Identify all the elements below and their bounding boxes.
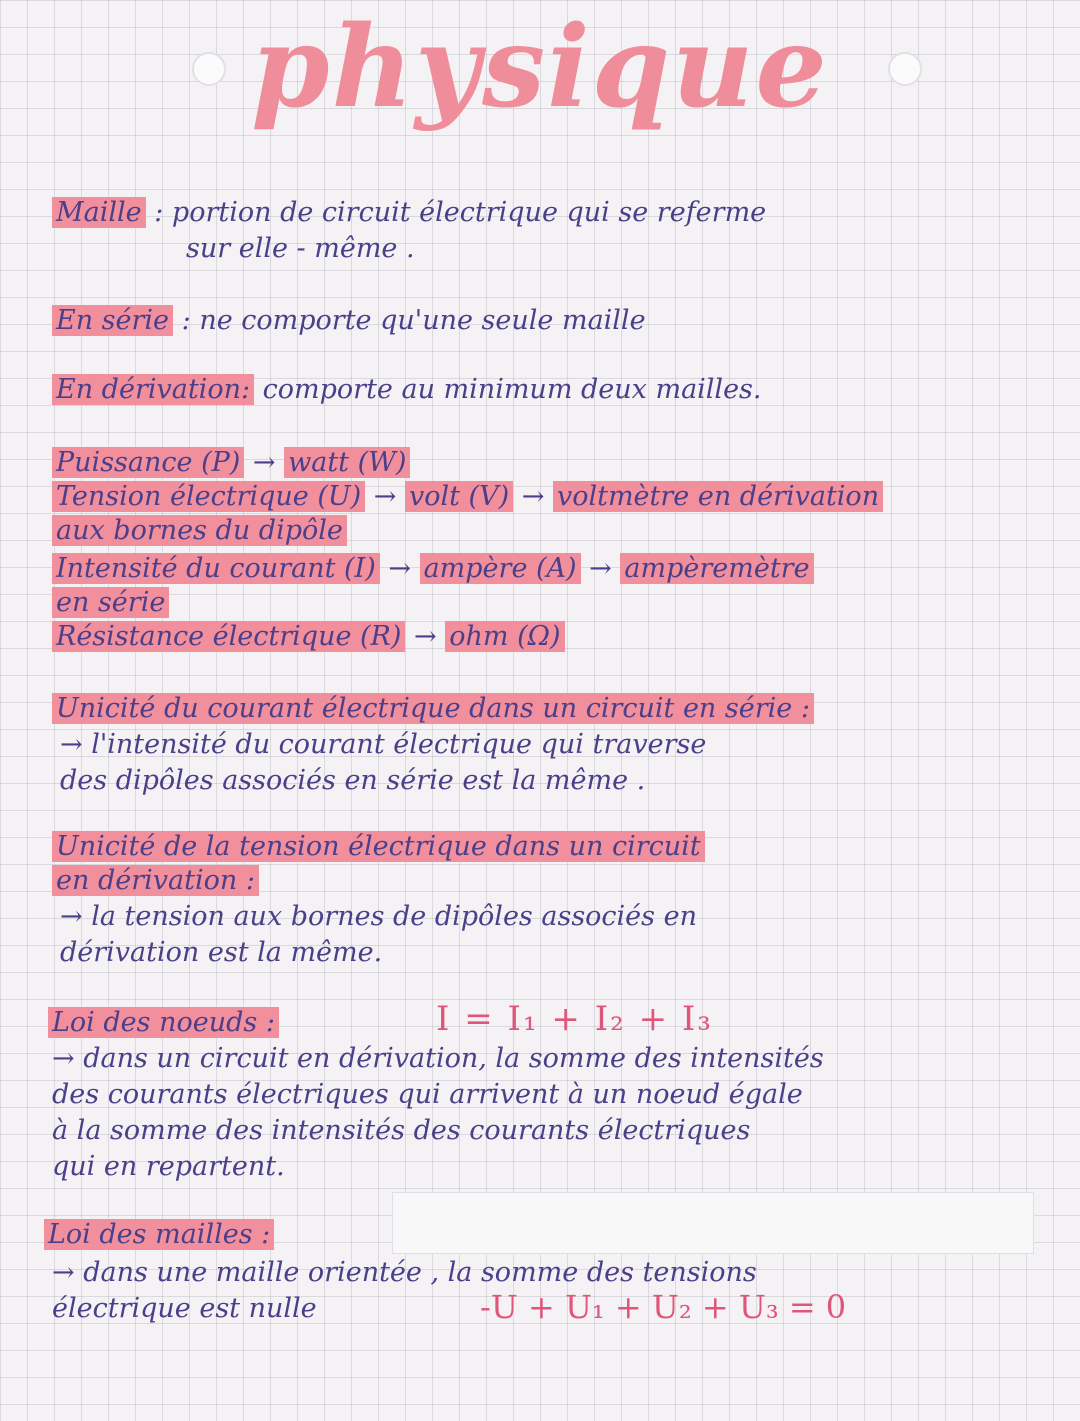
unicite-courant-text-2: des dipôles associés en série est la même . — [60, 765, 646, 796]
arrow: → — [373, 481, 397, 512]
unicite-tension-heading: Unicité de la tension électrique dans un circuit — [52, 831, 705, 862]
noeuds-text-2: des courants électriques qui arrivent à un noeud égale — [52, 1079, 803, 1110]
intensite-line — [52, 552, 814, 586]
tension-unit: volt (V) — [405, 481, 513, 512]
correction-tape — [392, 1192, 1034, 1254]
noeuds-line — [48, 1006, 279, 1040]
derivation-line — [52, 373, 761, 407]
serie-line — [52, 304, 646, 338]
noeuds-text-3: à la somme des intensités des courants électriques — [52, 1115, 751, 1146]
tension-cont: aux bornes du dipôle — [52, 515, 347, 546]
arrow: → — [388, 553, 411, 584]
mailles-text-1: → dans une maille orientée , la somme des tensions — [52, 1257, 757, 1288]
maille-definition-cont: sur elle - même . — [186, 233, 415, 264]
mailles-equation: -U + U₁ + U₂ + U₃ = 0 — [480, 1288, 847, 1326]
arrow: → — [414, 621, 437, 652]
derivation-term: En dérivation: — [52, 374, 254, 405]
intensite-cont: en série — [52, 587, 169, 618]
tension-line — [52, 480, 883, 514]
puissance-term: Puissance (P) — [52, 447, 244, 478]
tension-appareil: voltmètre en dérivation — [553, 481, 883, 512]
intensite-unit: ampère (A) — [420, 553, 581, 584]
unicite-tension-title-cont — [52, 864, 259, 898]
puissance-line — [52, 446, 410, 480]
unicite-courant-title — [52, 692, 814, 726]
derivation-definition: comporte au minimum deux mailles. — [262, 374, 762, 405]
puissance-unit: watt (W) — [284, 447, 410, 478]
unicite-courant-text-1: → l'intensité du courant électrique qui traverse — [60, 729, 707, 760]
resistance-unit: ohm (Ω) — [445, 621, 564, 652]
unicite-tension-title — [52, 830, 705, 864]
noeuds-text-1: → dans un circuit en dérivation, la somme des intensités — [52, 1043, 824, 1074]
resistance-line — [52, 620, 565, 654]
noeuds-equation: I = I₁ + I₂ + I₃ — [436, 999, 713, 1039]
intensite-line-cont — [52, 586, 169, 620]
page-title: physique — [251, 2, 829, 133]
unicite-tension-heading-cont: en dérivation : — [52, 865, 259, 896]
mailles-text-2: électrique est nulle — [52, 1293, 317, 1324]
maille-line — [52, 196, 766, 230]
arrow: → — [589, 553, 612, 584]
arrow: → — [252, 447, 276, 478]
maille-term: Maille — [52, 197, 146, 228]
maille-definition: : portion de circuit électrique qui se referme — [154, 197, 767, 228]
intensite-term: Intensité du courant (I) — [52, 553, 380, 584]
mailles-line — [44, 1218, 274, 1252]
noeuds-term: Loi des noeuds : — [48, 1007, 279, 1038]
intensite-appareil: ampèremètre — [620, 553, 813, 584]
unicite-tension-text-2: dérivation est la même. — [60, 937, 383, 968]
tension-line-cont — [52, 514, 347, 548]
serie-definition: : ne comporte qu'une seule maille — [181, 305, 646, 336]
mailles-term: Loi des mailles : — [44, 1219, 274, 1250]
unicite-tension-text-1: → la tension aux bornes de dipôles associés en — [60, 901, 697, 932]
unicite-courant-heading: Unicité du courant électrique dans un circuit en série : — [52, 693, 814, 724]
resistance-term: Résistance électrique (R) — [52, 621, 405, 652]
noeuds-text-4: qui en repartent. — [52, 1151, 285, 1182]
tension-term: Tension électrique (U) — [52, 481, 365, 512]
serie-term: En série — [52, 305, 173, 336]
arrow: → — [521, 481, 545, 512]
